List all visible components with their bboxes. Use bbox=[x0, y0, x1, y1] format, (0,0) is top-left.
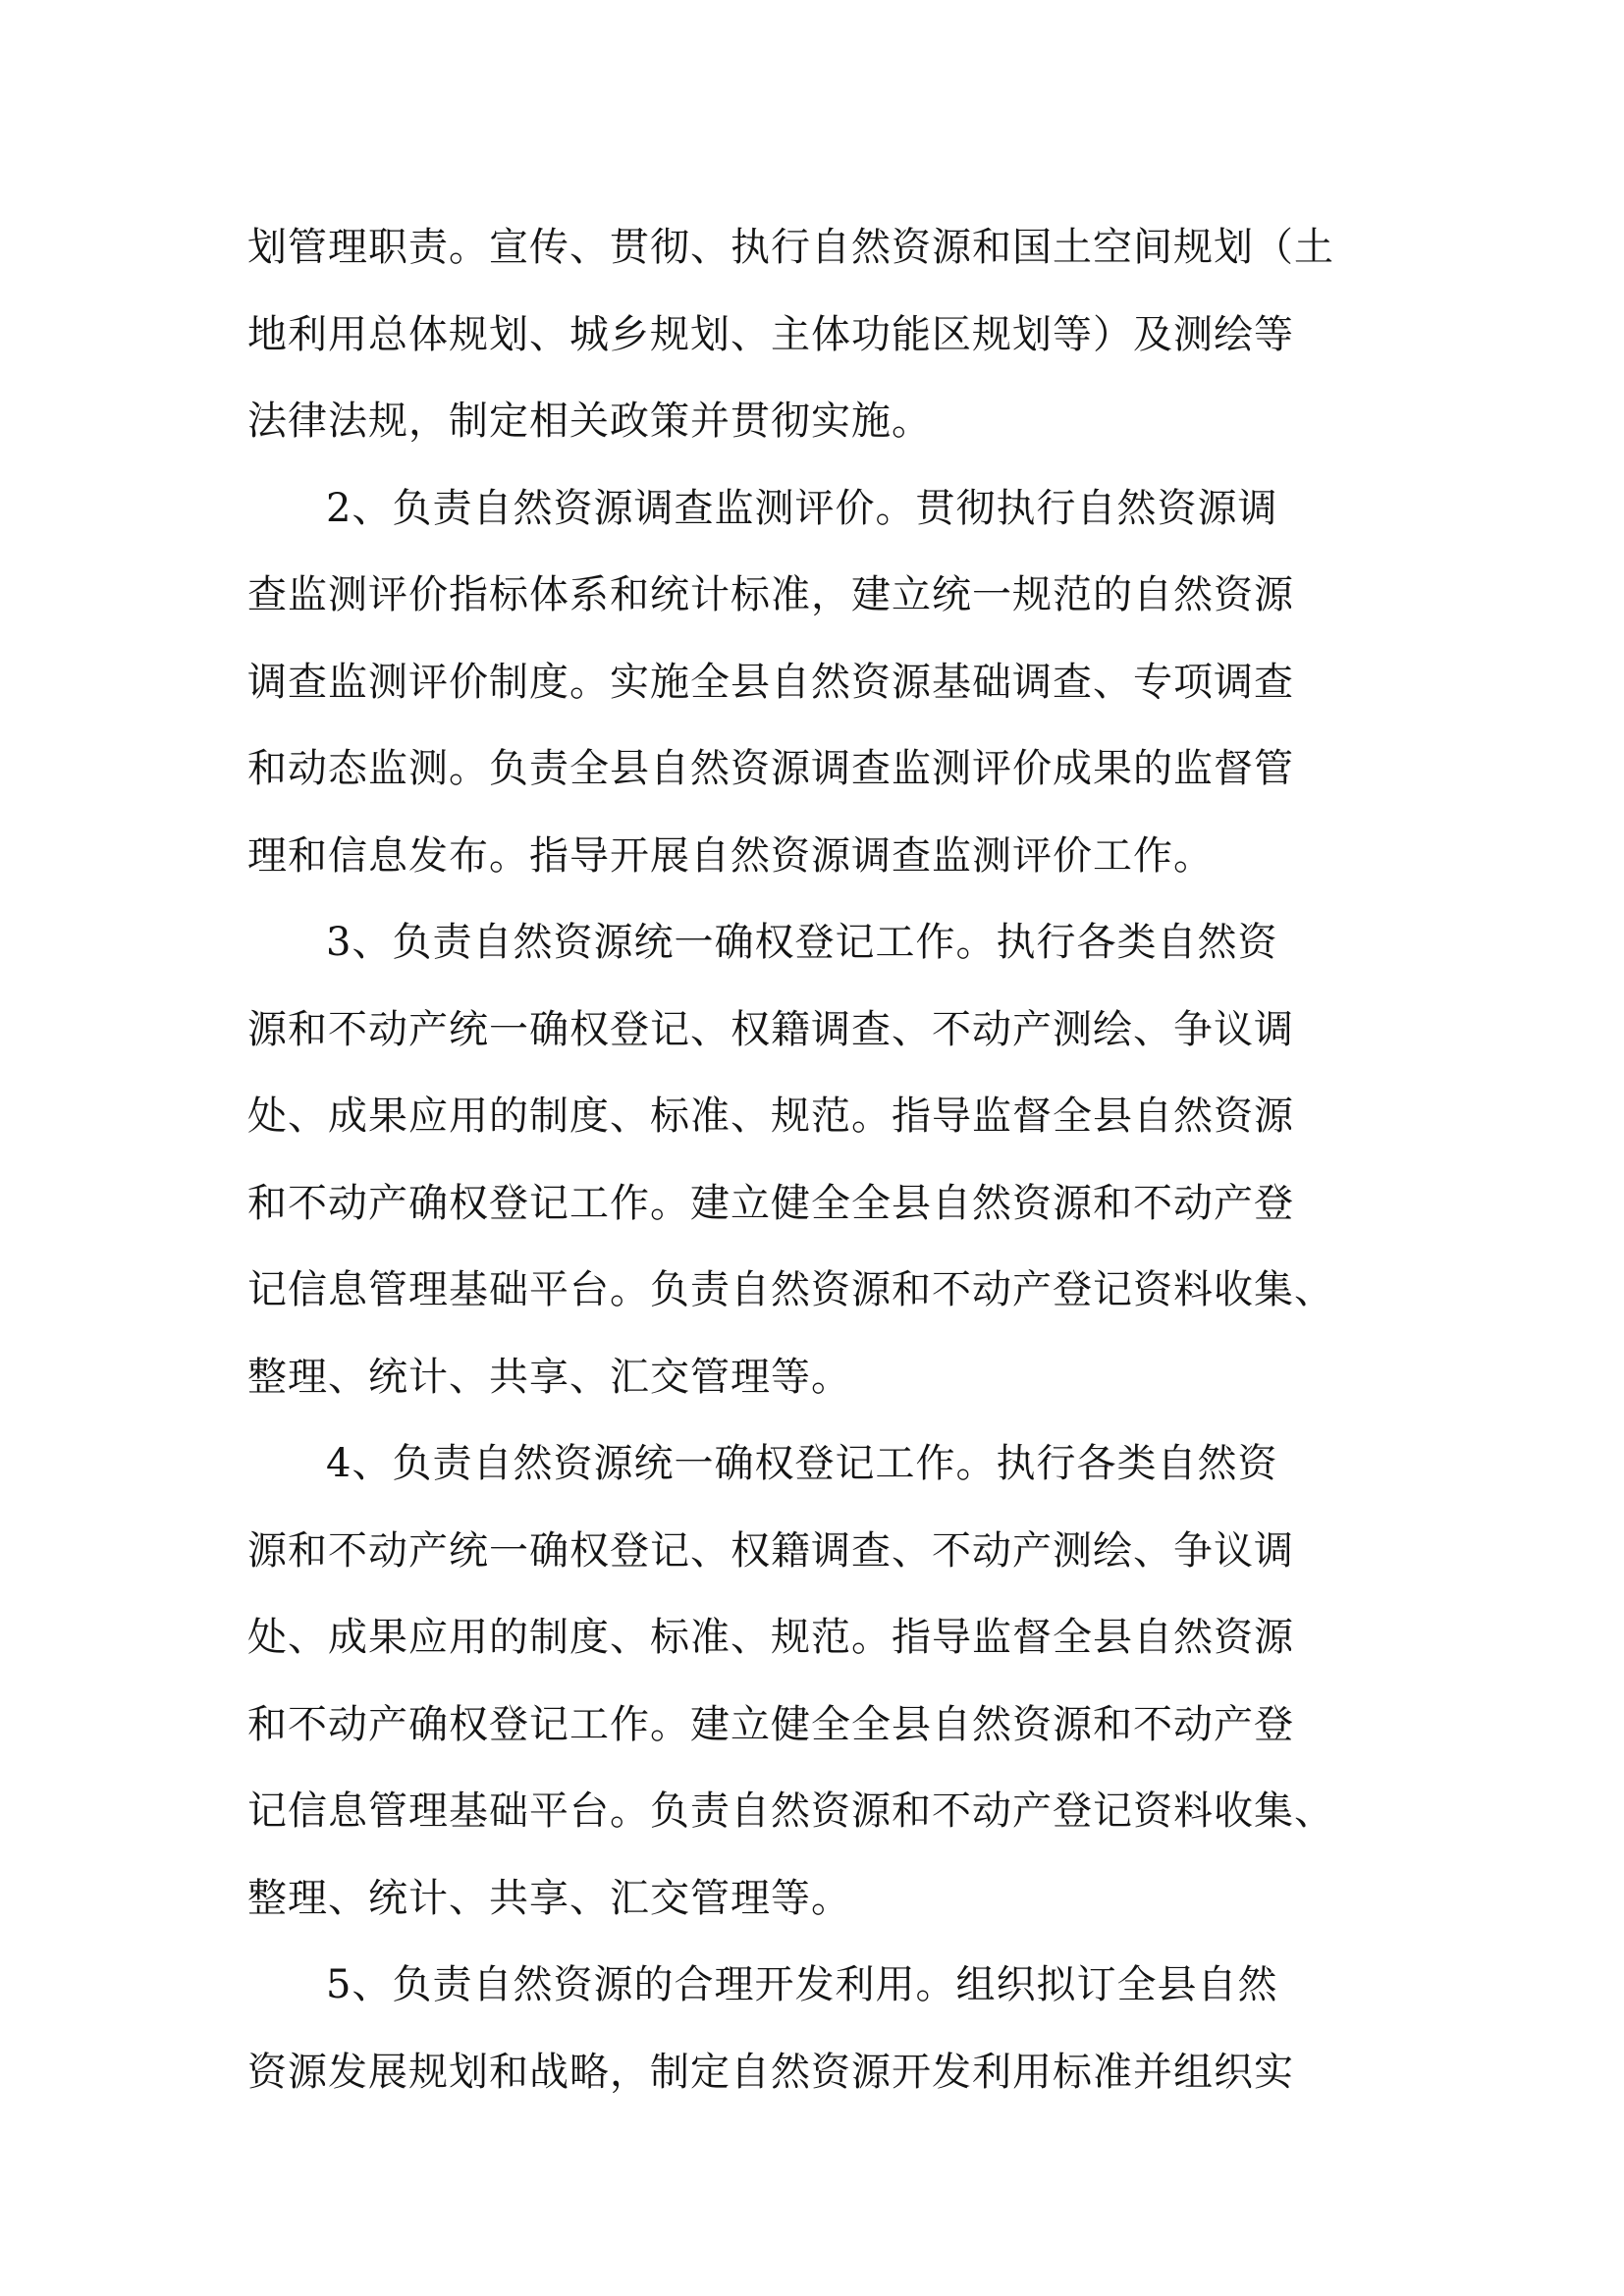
text-line: 地利用总体规划、城乡规划、主体功能区规划等）及测绘等 bbox=[247, 311, 1294, 357]
text-line: 查监测评价指标体系和统计标准，建立统一规范的自然资源 bbox=[247, 572, 1294, 617]
text-line: 划管理职责。宣传、贯彻、执行自然资源和国土空间规划（土 bbox=[247, 225, 1334, 270]
text-line: 源和不动产统一确权登记、权籍调查、不动产测绘、争议调 bbox=[247, 1527, 1294, 1574]
text-line: 调查监测评价制度。实施全县自然资源基础调查、专项调查 bbox=[247, 659, 1294, 705]
text-line: 记信息管理基础平台。负责自然资源和不动产登记资料收集、 bbox=[247, 1789, 1334, 1834]
text-line: 和不动产确权登记工作。建立健全全县自然资源和不动产登 bbox=[247, 1180, 1294, 1226]
text-line: 处、成果应用的制度、标准、规范。指导监督全县自然资源 bbox=[247, 1094, 1294, 1139]
text-line: 理和信息发布。指导开展自然资源调查监测评价工作。 bbox=[247, 832, 1214, 879]
text-line: 源和不动产统一确权登记、权籍调查、不动产测绘、争议调 bbox=[247, 1006, 1294, 1052]
text-line: 整理、统计、共享、汇交管理等。 bbox=[247, 1875, 851, 1921]
text-line: 整理、统计、共享、汇交管理等。 bbox=[247, 1354, 851, 1400]
paragraph-start-line: 3、负责自然资源统一确权登记工作。执行各类自然资 bbox=[326, 920, 1278, 965]
text-line: 记信息管理基础平台。负责自然资源和不动产登记资料收集、 bbox=[247, 1267, 1334, 1312]
text-line: 和不动产确权登记工作。建立健全全县自然资源和不动产登 bbox=[247, 1701, 1294, 1747]
paragraph-start-line: 2、负责自然资源调查监测评价。贯彻执行自然资源调 bbox=[326, 485, 1278, 531]
text-line: 法律法规，制定相关政策并贯彻实施。 bbox=[247, 399, 932, 444]
paragraph-start-line: 5、负责自然资源的合理开发利用。组织拟订全县自然 bbox=[326, 1962, 1278, 2007]
document-body bbox=[247, 204, 1396, 2115]
text-line: 资源发展规划和战略，制定自然资源开发利用标准并组织实 bbox=[247, 2049, 1294, 2095]
text-line: 和动态监测。负责全县自然资源调查监测评价成果的监督管 bbox=[247, 746, 1294, 791]
paragraph-start-line: 4、负责自然资源统一确权登记工作。执行各类自然资 bbox=[326, 1441, 1278, 1486]
text-line: 处、成果应用的制度、标准、规范。指导监督全县自然资源 bbox=[247, 1615, 1294, 1660]
